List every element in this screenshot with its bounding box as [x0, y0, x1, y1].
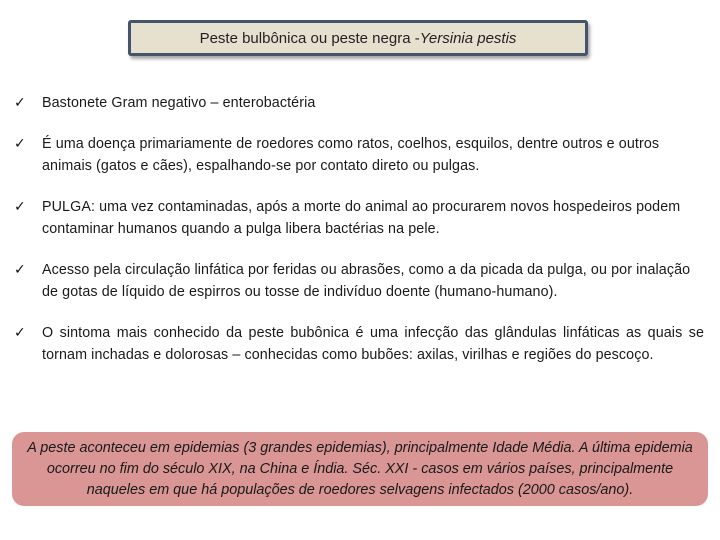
bullet-item	[14, 92, 704, 114]
bullet-text: É uma doença primariamente de roedores como ratos, coelhos, esquilos, dentre outros e outros animais (gatos e cães), espalhando-se por contato direto ou pulgas.	[42, 136, 660, 174]
bullet-text: PULGA: uma vez contaminadas, após a morte do animal ao procurarem novos hospedeiros podem contaminar humanos quando a pulga libera bactérias na pele.	[42, 199, 681, 237]
title-species-text: Yersinia pestis	[419, 29, 517, 47]
title-main-text: Peste bulbônica ou peste negra -	[199, 29, 420, 47]
checkmark-icon: ✓	[14, 325, 26, 341]
checkmark-icon: ✓	[14, 199, 26, 215]
note-box	[12, 432, 708, 506]
checkmark-icon: ✓	[14, 136, 26, 152]
bullet-text: O sintoma mais conhecido da peste bubônica é uma infecção das glândulas linfáticas as quais se tornam inchadas e dolorosas – conhecidas como bubões: axilas, virilhas e regiões do pescoço.	[42, 325, 704, 363]
slide-title	[128, 20, 588, 56]
bullet-text: Bastonete Gram negativo – enterobactéria	[42, 95, 316, 111]
bullet-text: Acesso pela circulação linfática por feridas ou abrasões, como a da picada da pulga, ou por inalação de gotas de líquido de espirros ou tosse de indivíduo doente (humano-humano).	[42, 262, 691, 300]
bullet-list	[14, 92, 704, 385]
checkmark-icon: ✓	[14, 262, 26, 278]
bullet-item	[14, 322, 704, 366]
bullet-item	[14, 259, 704, 303]
bullet-item	[14, 196, 704, 240]
note-text: A peste aconteceu em epidemias (3 grandes epidemias), principalmente Idade Média. A última epidemia ocorreu no fim do século XIX, na China e Índia. Séc. XXI - casos em vários países, principalmente naqueles em que há populações de roedores selvagens infectados (2000 casos/ano).	[27, 439, 693, 498]
checkmark-icon: ✓	[14, 95, 26, 111]
bullet-item	[14, 133, 704, 177]
